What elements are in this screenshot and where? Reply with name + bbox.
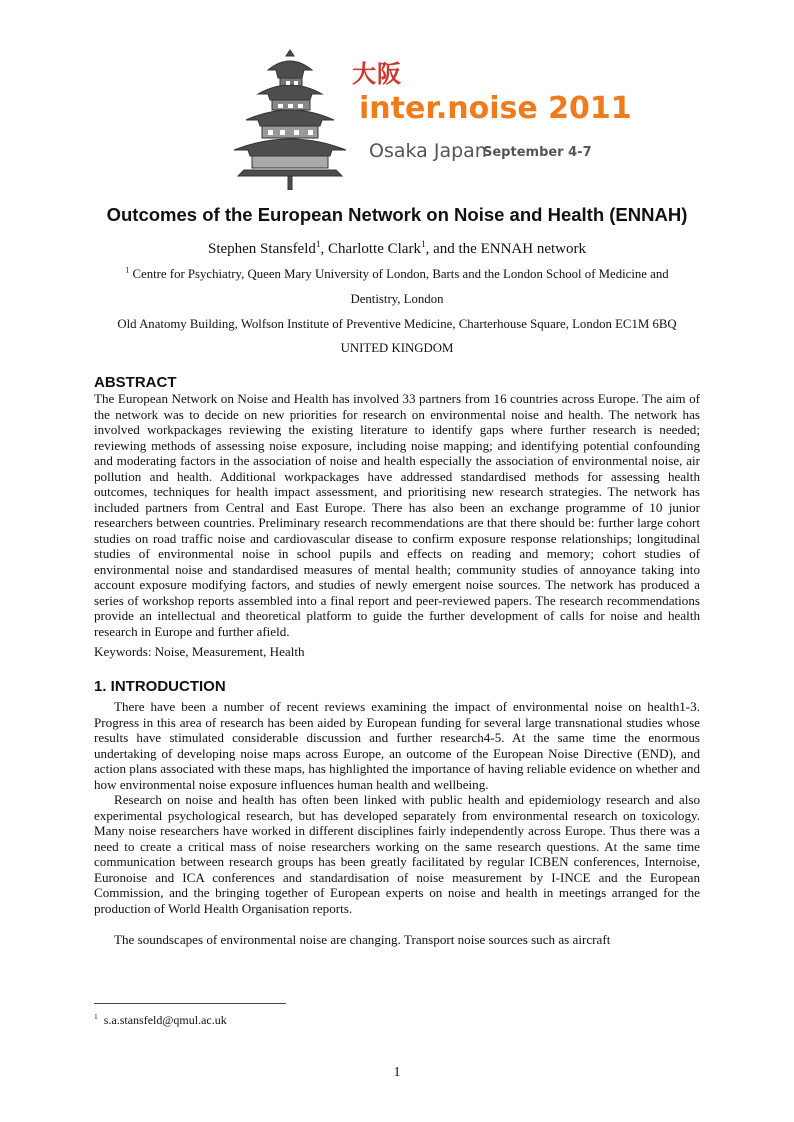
- author-line: [0, 241, 794, 258]
- keywords: Keywords: Noise, Measurement, Health: [94, 644, 305, 659]
- author-name: Stephen Stansfeld: [207, 241, 316, 257]
- paper-title: Outcomes of the European Network on Noise and Health (ENNAH): [106, 204, 688, 225]
- logo-kanji: 大阪: [352, 59, 402, 88]
- affiliation-mark: 1: [125, 265, 130, 275]
- page-number: 1: [393, 1065, 401, 1080]
- affiliation-mark: 1: [420, 240, 426, 250]
- introduction-paragraph-2: Research on noise and health has often been linked with public health and epidemiology research and also experimental psychological research, but has developed separately from environmental research on toxicology. Many noise researchers have worked in different disciplines fairly independently across Europe. Thus there was a need to create a critical mass of noise researchers working on the same research questions. At the same time communication between research groups has been greatly facilitated by regular ICBEN conferences, Internoise, Euronoise and ICA conferences and standardisation of noise measurement by I-INCE and the European Commission, and the bringing together of European experts on noise and health in meetings arranged for the production of World Health Organisation reports.: [94, 792, 700, 916]
- logo-brand: inter.noise 2011: [359, 91, 632, 126]
- author-tail: , and the ENNAH network: [425, 241, 586, 257]
- abstract-body: [94, 391, 700, 639]
- footnote-divider: [94, 1003, 286, 1004]
- footnote-mark: 1: [94, 1012, 98, 1021]
- footnote: [94, 1013, 227, 1028]
- conference-logo: [224, 48, 632, 190]
- introduction-heading: 1. INTRODUCTION: [94, 678, 226, 695]
- introduction-body: [94, 699, 700, 948]
- logo-dates: September 4-7: [483, 145, 592, 160]
- affiliation-line-2: Dentistry, London: [350, 292, 444, 306]
- author-name: Charlotte Clark: [328, 241, 421, 257]
- affiliation-mark: 1: [315, 240, 321, 250]
- affiliation-line-4: UNITED KINGDOM: [340, 341, 454, 355]
- osaka-castle-icon: [224, 48, 354, 190]
- logo-city: Osaka Japan: [369, 140, 487, 162]
- introduction-paragraph-3: The soundscapes of environmental noise are changing. Transport noise sources such as aircraft: [114, 932, 611, 947]
- abstract-heading: ABSTRACT: [94, 374, 177, 391]
- affiliation-text: Centre for Psychiatry, Queen Mary University of London, Barts and the London School of Medicine and: [129, 267, 669, 281]
- affiliation-line-3: Old Anatomy Building, Wolfson Institute of Preventive Medicine, Charterhouse Square, London EC1M 6BQ: [117, 317, 677, 331]
- introduction-paragraph-1: There have been a number of recent reviews examining the impact of environmental noise on health1-3. Progress in this area of research has been aided by European funding for several large transnational studies whose results have stimulated considerable discussion and further research4-5. At the same time the enormous undertaking of developing noise maps across Europe, an outcome of the European Noise Directive (END), and action plans associated with these maps, has highlighted the importance of having reliable evidence on whether and how environmental noise exposure influences human health and wellbeing.: [94, 699, 700, 792]
- abstract-text: The European Network on Noise and Health has involved 33 partners from 16 countries across Europe. The aim of the network was to decide on new priorities for research on environmental noise and health. The network has involved workpackages reviewing the existing literature to identify gaps where further research is needed; reviewing methods of assessing noise exposure, including noise mapping; and identifying potential confounding and moderating factors in the association of noise and health especially the association of environmental noise, air pollution and health. Additional workpackages have addressed standardised methods for assessing health outcomes, techniques for health impact assessment, and prioritising new research strategies. The network has included partners from Central and East Europe. There has also been an exchange programme of 10 junior researchers between countries. Preliminary research recommendations are that there should be: further large cohort studies on road traffic noise and cardiovascular disease to confirm exposure response relationships; longitudinal studies of environmental noise in school pupils and effects on reading and memory; cohort studies of environmental noise and standardised measures of mental health; community studies of annoyance taking into account exposure modifying factors, and studies of newly emergent noise sources. The network has produced a series of workshop reports assembled into a final report and peer-reviewed papers. The research recommendations provide an intellectual and theoretical platform to guide the further development of calls for noise and health research in Europe and further afield.: [94, 391, 700, 639]
- affiliation-line-1: [0, 267, 794, 282]
- author-separator: ,: [320, 241, 329, 257]
- footnote-email: s.a.stansfeld@qmul.ac.uk: [103, 1013, 227, 1027]
